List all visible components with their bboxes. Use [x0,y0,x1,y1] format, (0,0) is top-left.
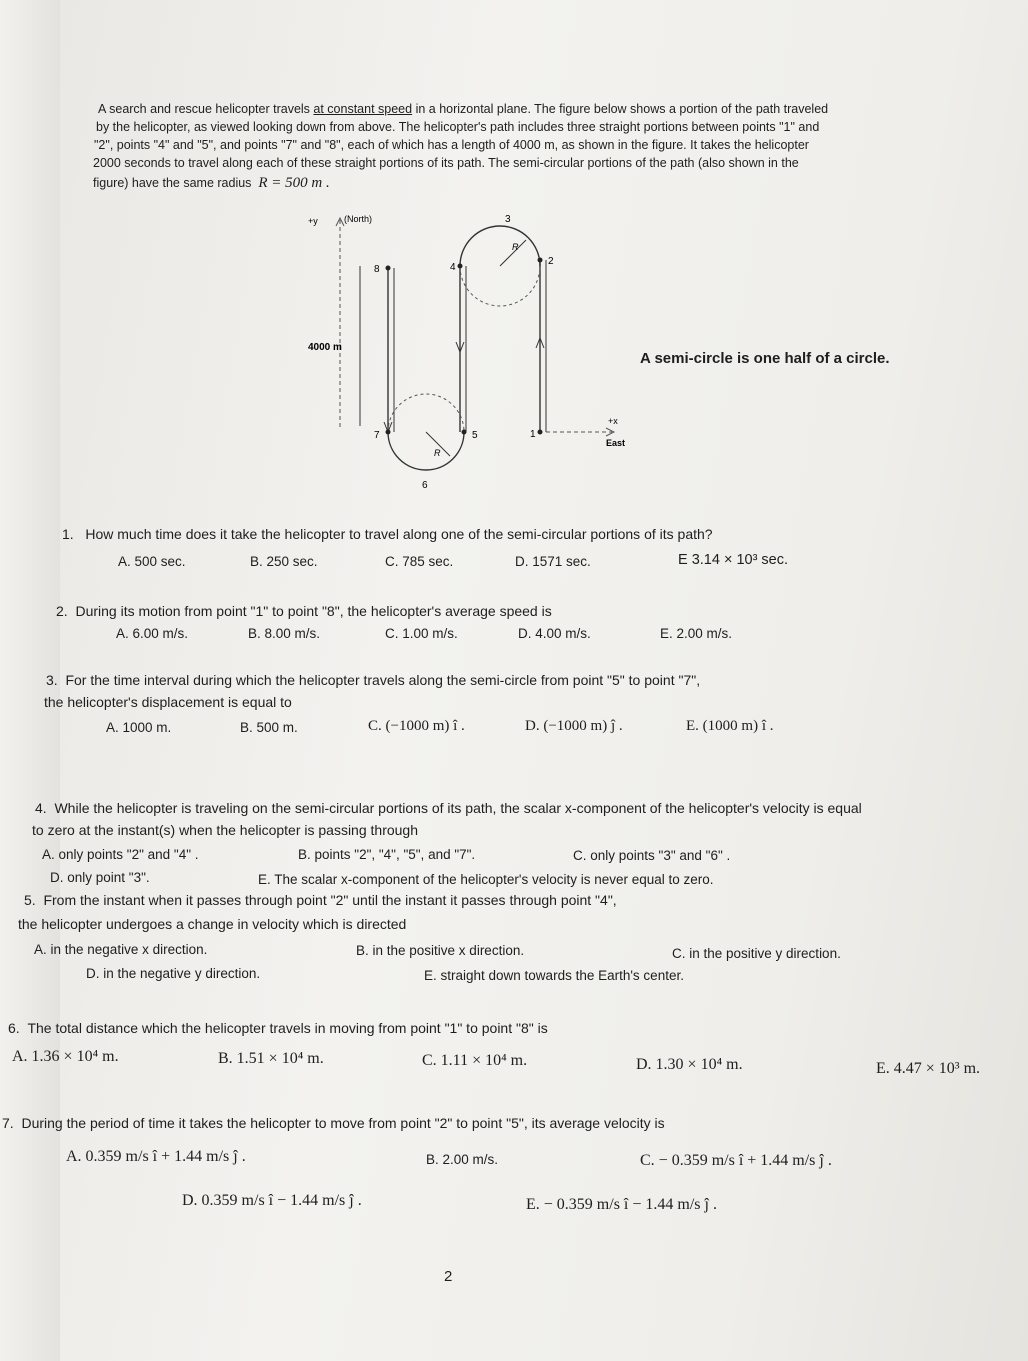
q1-option-d[interactable]: D. 1571 sec. [515,554,591,569]
question-4-line-2: to zero at the instant(s) when the helicopter is passing through [32,822,418,838]
intro-line-4: 2000 seconds to travel along each of these straight portions of its path. The semi-circular portions of the path (also shown in the [93,156,799,170]
question-number: 2. [56,603,68,619]
radius-label: R [434,448,441,458]
q2-option-a[interactable]: A. 6.00 m/s. [116,626,189,641]
q1-option-b[interactable]: B. 250 sec. [250,554,318,569]
q4-option-a[interactable]: A. only points "2" and "4" . [42,847,199,862]
point-5-marker [462,430,467,435]
point-6-label: 6 [422,480,428,491]
question-number: 5. [24,892,36,908]
q1-option-e[interactable]: E 3.14 × 10³ sec. [678,552,789,568]
radius-label: R [512,242,519,252]
east-label: East [606,438,626,448]
question-number: 1. [62,526,74,542]
q4-option-e[interactable]: E. The scalar x-component of the helicopter's velocity is never equal to zero. [258,872,714,887]
q6-option-b[interactable]: B. 1.51 × 10⁴ m. [218,1050,324,1067]
question-text: From the instant when it passes through point "2" until the instant it passes through point "4", [43,892,617,908]
point-1-marker [538,430,543,435]
question-3-line-2: the helicopter's displacement is equal to [44,694,292,710]
q4-option-c[interactable]: C. only points "3" and "6" . [573,848,731,863]
question-2 [56,603,552,619]
question-number: 7. [2,1115,14,1131]
q2-option-b[interactable]: B. 8.00 m/s. [248,626,321,641]
q1-option-c[interactable]: C. 785 sec. [385,554,454,569]
point-4-marker [458,264,463,269]
upper-semicircle [460,226,540,266]
question-text: During the period of time it takes the helicopter to move from point "2" to point "5", its average velocity is [21,1115,665,1131]
question-5-line-2: the helicopter undergoes a change in velocity which is directed [18,916,407,932]
q2-option-d[interactable]: D. 4.00 m/s. [518,626,591,641]
point-7-marker [386,430,391,435]
q3-option-c[interactable]: C. (−1000 m) î . [368,718,465,734]
intro-line-5 [93,174,330,192]
helicopter-path-figure [300,210,660,500]
x-axis-label: +x [608,416,618,426]
point-5-label: 5 [472,430,478,441]
question-6 [8,1020,548,1036]
q7-option-e[interactable]: E. − 0.359 m/s î − 1.44 m/s ĵ . [526,1196,717,1213]
north-label: (North) [344,214,373,224]
point-1-label: 1 [530,429,536,440]
point-8-label: 8 [374,264,380,275]
question-1 [62,526,713,542]
q7-option-b[interactable]: B. 2.00 m/s. [426,1152,499,1167]
question-3 [46,672,700,688]
radius-value: R = 500 m . [258,175,330,191]
q6-option-c[interactable]: C. 1.11 × 10⁴ m. [422,1052,528,1069]
length-label: 4000 m [308,342,342,353]
q5-option-a[interactable]: A. in the negative x direction. [34,942,208,957]
question-5 [24,892,617,908]
q3-option-b[interactable]: B. 500 m. [240,720,298,735]
q3-option-d[interactable]: D. (−1000 m) ĵ . [525,718,623,734]
point-7-label: 7 [374,430,380,441]
q7-option-c[interactable]: C. − 0.359 m/s î + 1.44 m/s ĵ . [640,1152,832,1169]
semicircle-note: A semi-circle is one half of a circle. [640,350,890,367]
q3-option-e[interactable]: E. (1000 m) î . [686,718,774,734]
question-text: While the helicopter is traveling on the semi-circular portions of its path, the scalar x-component of the helicopter's velocity is equal [54,800,862,816]
q3-option-a[interactable]: A. 1000 m. [106,720,172,735]
q5-option-b[interactable]: B. in the positive x direction. [356,943,525,958]
point-3-label: 3 [505,214,511,225]
point-8-marker [386,266,391,271]
q5-option-c[interactable]: C. in the positive y direction. [672,946,841,961]
y-axis-label: +y [308,216,318,226]
lower-semicircle-dashed [388,394,464,432]
question-number: 4. [35,800,47,816]
question-text: For the time interval during which the helicopter travels along the semi-circle from point "5" to point "7", [65,672,701,688]
intro-line-1 [98,100,828,118]
point-2-label: 2 [548,256,554,267]
intro-line-3: "2", points "4" and "5", and points "7" and "8", each of which has a length of 4000 m, as shown in the figure. It takes the helicopter [94,138,809,152]
upper-semicircle-dashed [460,266,540,306]
lower-semicircle [388,432,464,470]
q6-option-a[interactable]: A. 1.36 × 10⁴ m. [12,1048,119,1065]
question-4 [35,800,862,816]
question-number: 6. [8,1020,20,1036]
intro-text: in a horizontal plane. The figure below shows a portion of the path traveled [412,102,829,116]
q2-option-e[interactable]: E. 2.00 m/s. [660,626,733,641]
question-number: 3. [46,672,58,688]
q5-option-d[interactable]: D. in the negative y direction. [86,966,261,981]
intro-line-2: by the helicopter, as viewed looking down from above. The helicopter's path includes three straight portions between points "1" and [96,120,820,134]
q5-option-e[interactable]: E. straight down towards the Earth's center. [424,968,684,983]
q6-option-d[interactable]: D. 1.30 × 10⁴ m. [636,1056,743,1073]
question-text: The total distance which the helicopter travels in moving from point "1" to point "8" is [27,1020,548,1036]
q1-option-a[interactable]: A. 500 sec. [118,554,186,569]
point-4-label: 4 [450,262,456,273]
q4-option-d[interactable]: D. only point "3". [50,870,150,885]
q7-option-d[interactable]: D. 0.359 m/s î − 1.44 m/s ĵ . [182,1192,362,1209]
question-text: During its motion from point "1" to point "8", the helicopter's average speed is [75,603,552,619]
point-2-marker [538,258,543,263]
q6-option-e[interactable]: E. 4.47 × 10³ m. [876,1060,981,1077]
intro-underline-text: at constant speed [313,102,413,116]
question-text: How much time does it take the helicopter to travel along one of the semi-circular portions of its path? [85,526,713,542]
intro-text: A search and rescue helicopter travels [98,102,314,116]
q2-option-c[interactable]: C. 1.00 m/s. [385,626,458,641]
question-7 [2,1115,665,1131]
intro-text: figure) have the same radius [93,176,252,190]
page-number: 2 [444,1268,453,1285]
q4-option-b[interactable]: B. points "2", "4", "5", and "7". [298,847,476,862]
q7-option-a[interactable]: A. 0.359 m/s î + 1.44 m/s ĵ . [66,1148,246,1165]
